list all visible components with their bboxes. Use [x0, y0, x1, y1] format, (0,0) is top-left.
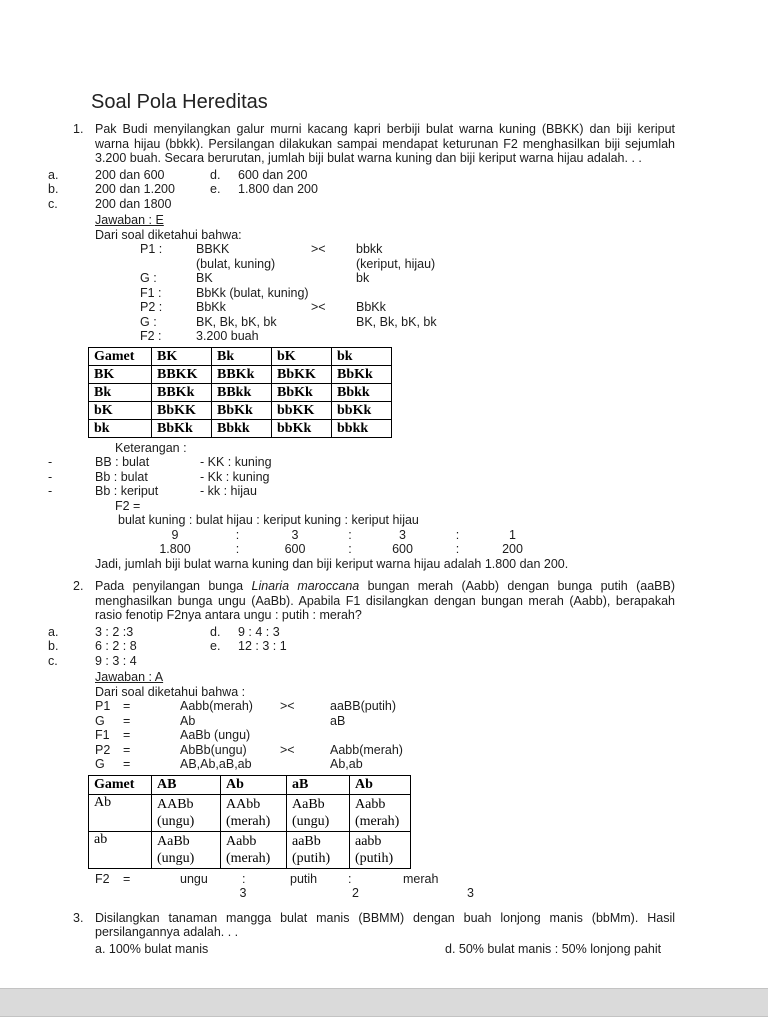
option-text: 9 : 3 : 4: [95, 653, 137, 668]
genotype-cell: BBKK: [152, 365, 212, 383]
gamete-cell: ab: [89, 831, 152, 868]
option-letter: b.: [48, 182, 59, 196]
table-header-cell: Gamet: [89, 347, 152, 365]
ratio-colon: :: [348, 542, 352, 556]
ratio-colon: :: [242, 871, 246, 886]
phenotype: (merah): [226, 850, 271, 866]
ratio-colon: :: [235, 542, 240, 556]
q2-f2-row: [95, 872, 698, 887]
phenotype-name: ungu: [180, 871, 208, 886]
q2-f2-numbers: [188, 886, 698, 901]
ratio-colon: :: [235, 527, 240, 542]
option-text: 200 dan 1.200: [95, 182, 175, 196]
cross-right: BK, Bk, bK, bk: [356, 314, 437, 329]
keterangan-item: Bb : keriput: [95, 484, 159, 498]
cross-row: [140, 271, 698, 286]
cross-symbol: [311, 315, 356, 330]
table-header-row: [89, 775, 411, 794]
q1-option-row: [48, 168, 698, 183]
dash: -: [48, 484, 53, 498]
table-header-cell: AB: [152, 775, 221, 794]
option-letter: [210, 197, 238, 212]
ratio-value: 1.800: [159, 542, 191, 556]
keterangan-item: - kk : hijau: [200, 484, 257, 498]
phenotype: (ungu): [292, 813, 330, 829]
genotype-cell: [221, 794, 287, 831]
genotype-cell: [287, 831, 350, 868]
q1-text: Pak Budi menyilangkan galur murni kacang kapri berbiji bulat warna kuning (BBKK) dan biji keriput warna hijau (bbkk). Persilangan dilakukan sampai mendapat keturunan F2 menghasilkan biji sejumlah 3.200 buah. Secara berurutan, jumlah biji bulat warna kuning dan biji keriput warna hijau adalah. . .: [95, 122, 675, 165]
cross-right: Aabb(merah): [330, 742, 403, 757]
cross-symbol: ><: [311, 242, 326, 256]
cross-label: P1: [95, 699, 111, 713]
table-header-cell: aB: [287, 775, 350, 794]
option-text: a. 100% bulat manis: [95, 941, 209, 956]
q2-answer: Jawaban : A: [95, 670, 164, 684]
ratio-value: 3: [239, 886, 247, 900]
cross-left: Ab: [180, 713, 196, 728]
genotype: aabb: [355, 833, 382, 849]
genotype-cell: [287, 794, 350, 831]
option-letter: c.: [48, 653, 58, 668]
option-text: d. 50% bulat manis : 50% lonjong pahit: [445, 941, 662, 956]
genotype-cell: BbKK: [272, 365, 332, 383]
q1-intro: Dari soal diketahui bahwa:: [95, 227, 242, 242]
phenotype-name: putih: [290, 871, 318, 886]
cross-symbol: [311, 286, 356, 301]
dash: -: [48, 469, 53, 484]
q1-ratio-row: [140, 528, 698, 543]
phenotype: (putih): [355, 850, 394, 866]
genotype: AAbb: [226, 796, 261, 812]
genotype-cell: BBKk: [212, 365, 272, 383]
cross-right: aB: [330, 713, 346, 728]
cross-row: [95, 728, 698, 743]
genotype-cell: bbKk: [332, 401, 392, 419]
cross-left: 3.200 buah: [196, 329, 259, 343]
phenotype: (ungu): [157, 850, 195, 866]
genotype: Aabb: [355, 796, 386, 812]
cross-row: [95, 714, 698, 729]
ratio-value: 2: [352, 886, 359, 900]
option-letter: d.: [210, 624, 221, 639]
genotype-cell: BbKk: [152, 419, 212, 437]
q3-text: Disilangkan tanaman mangga bulat manis (BBMM) dengan buah lonjong manis (bbMm). Hasil persilangannya adalah. . .: [95, 910, 675, 939]
cross-symbol: ><: [280, 699, 295, 713]
option-letter: b.: [48, 639, 59, 653]
cross-right: bbkk: [356, 242, 383, 256]
keterangan-row: [48, 455, 698, 470]
equals-sign: =: [123, 871, 131, 886]
q1-number: 1.: [73, 122, 84, 136]
q2-cross-work: [48, 699, 698, 772]
genotype-cell: bbkk: [332, 419, 392, 437]
gamete-cell: Bk: [89, 383, 152, 401]
cross-symbol: [311, 329, 356, 344]
q1-cross-work: [48, 242, 698, 344]
cross-label: F1: [95, 728, 110, 742]
table-row: [89, 419, 392, 437]
q1-f2-label: F2 =: [115, 498, 141, 513]
cross-label: P2 :: [140, 300, 163, 314]
genotype-cell: [350, 794, 411, 831]
q2-option-row: [48, 625, 698, 640]
table-row: [89, 365, 392, 383]
page-title: Soal Pola Hereditas: [91, 91, 268, 113]
cross-symbol: ><: [280, 742, 295, 757]
equals-sign: =: [123, 713, 131, 728]
cross-left: AaBb (ungu): [180, 728, 251, 742]
cross-row: [95, 699, 698, 714]
q3-number: 3.: [73, 910, 84, 925]
table-header-cell: bk: [332, 347, 392, 365]
q2-text-post: bungan merah (Aabb) dengan bunga putih (aaBB) menghasilkan bunga ungu (AaBb). Apabila F1 disilangkan dengan bungan merah (Aabb), berapakah rasio fenotip F2nya antara ungu : putih : merah?: [95, 579, 675, 622]
cross-right: [356, 286, 698, 301]
genotype: aaBb: [292, 833, 321, 849]
phenotype: (merah): [226, 813, 271, 829]
cross-symbol: [311, 271, 356, 286]
option-text: 12 : 3 : 1: [238, 639, 287, 653]
option-letter: [210, 654, 238, 669]
gamete-cell: bK: [89, 401, 152, 419]
genotype-cell: BbKK: [152, 401, 212, 419]
ratio-value: 3: [399, 527, 406, 542]
genotype: AaBb: [292, 796, 325, 812]
genotype-cell: Bbkk: [212, 419, 272, 437]
phenotype: (putih): [292, 850, 331, 866]
option-text: 9 : 4 : 3: [238, 624, 280, 639]
option-letter: e.: [210, 182, 221, 196]
genotype-cell: bbKk: [272, 419, 332, 437]
genotype: Aabb: [226, 833, 257, 849]
q1-option-row: [48, 197, 698, 212]
keterangan-row: [48, 484, 698, 499]
phenotype: (merah): [355, 813, 400, 829]
genotype-cell: BBKk: [152, 383, 212, 401]
cross-left: BbKk: [196, 300, 226, 314]
q2-option-row: [48, 639, 698, 654]
q2-options: [48, 625, 698, 669]
genotype: AABb: [157, 796, 194, 812]
option-letter: d.: [210, 167, 221, 182]
equals-sign: =: [123, 742, 131, 757]
table-row: [89, 401, 392, 419]
option-text: 6 : 2 : 8: [95, 639, 137, 653]
cross-left: BK, Bk, bK, bk: [196, 314, 277, 329]
cross-label: G: [95, 757, 105, 771]
ratio-colon: :: [455, 527, 460, 542]
q2-number: 2.: [73, 579, 84, 593]
gamete-cell: BK: [89, 365, 152, 383]
option-text: 600 dan 200: [238, 167, 308, 182]
q1-ratio-title: bulat kuning : bulat hijau : keriput kuning : keriput hijau: [118, 513, 419, 527]
genotype-cell: BbKk: [212, 401, 272, 419]
ratio-value: 200: [502, 542, 523, 556]
q2-text-italic: Linaria maroccana: [251, 579, 360, 593]
cross-right: aaBB(putih): [330, 699, 397, 713]
q2-intro: Dari soal diketahui bahwa :: [95, 684, 246, 699]
table-header-row: [89, 347, 392, 365]
table-header-cell: Gamet: [89, 775, 152, 794]
table-header-cell: Ab: [350, 775, 411, 794]
cross-left: BK: [196, 271, 213, 285]
ratio-value: 3: [291, 527, 299, 542]
cross-right: bk: [356, 271, 370, 285]
cross-symbol: [280, 757, 330, 772]
cross-row: [95, 743, 698, 758]
option-text: 200 dan 1800: [95, 196, 172, 211]
cross-label: F2 :: [140, 329, 162, 343]
q1-ratio-row: [140, 542, 698, 557]
table-row: [89, 831, 411, 868]
keterangan-item: - KK : kuning: [200, 455, 272, 469]
genotype-cell: BBkk: [212, 383, 272, 401]
cross-label: G: [95, 713, 105, 728]
table-header-cell: Bk: [212, 347, 272, 365]
q1-conclusion: Jadi, jumlah biji bulat warna kuning dan biji keriput warna hijau adalah 1.800 dan 200.: [95, 556, 569, 571]
cross-symbol: [280, 728, 330, 743]
ratio-value: 9: [171, 527, 179, 542]
genotype-cell: BbKk: [272, 383, 332, 401]
phenotype: (ungu): [157, 813, 195, 829]
option-text: 200 dan 600: [95, 167, 165, 182]
dash: -: [48, 455, 53, 469]
cross-right: (keriput, hijau): [356, 256, 436, 271]
keterangan-list: [48, 455, 698, 499]
cross-label: P2: [95, 742, 111, 757]
ratio-colon: :: [348, 527, 352, 542]
table-row: [89, 383, 392, 401]
cross-symbol: ><: [311, 300, 326, 314]
q2-text-pre: Pada penyilangan bunga: [95, 579, 252, 593]
table-header-cell: BK: [152, 347, 212, 365]
genotype: AaBb: [157, 833, 190, 849]
cross-left: Aabb(merah): [180, 699, 253, 713]
cross-right: Ab,ab: [330, 757, 363, 771]
q2-text: [95, 579, 675, 623]
genotype-cell: [152, 794, 221, 831]
q1-answer: Jawaban : E: [95, 213, 164, 227]
option-letter: c.: [48, 196, 58, 211]
cross-left: (bulat, kuning): [196, 256, 276, 271]
cross-label: G :: [140, 271, 157, 285]
option-text: 3 : 2 :3: [95, 624, 134, 639]
table-header-cell: Ab: [221, 775, 287, 794]
option-letter: e.: [210, 639, 221, 653]
keterangan-row: [48, 470, 698, 485]
cross-right: [356, 329, 698, 344]
cross-label: F2: [95, 871, 110, 886]
option-letter: a.: [48, 167, 59, 182]
cross-symbol: [280, 714, 330, 729]
q3-options: [95, 942, 698, 957]
keterangan-item: - Kk : kuning: [200, 469, 270, 484]
equals-sign: =: [123, 757, 131, 771]
cross-left: AbBb(ungu): [180, 742, 247, 757]
equals-sign: =: [123, 699, 131, 713]
cross-label: G :: [140, 314, 157, 329]
question-1: [73, 122, 698, 166]
ratio-colon: :: [455, 542, 460, 556]
cross-row: [140, 257, 698, 272]
genotype-cell: Bbkk: [332, 383, 392, 401]
cross-left: BbKk (bulat, kuning): [196, 285, 309, 300]
keterangan-item: BB : bulat: [95, 455, 150, 469]
cross-label: P1 :: [140, 242, 163, 256]
genotype-cell: [350, 831, 411, 868]
option-letter: a.: [48, 624, 59, 639]
option-text: 1.800 dan 200: [238, 182, 318, 196]
cross-row: [140, 315, 698, 330]
q1-option-row: [48, 182, 698, 197]
cross-label: [140, 257, 196, 272]
cross-symbol: [311, 257, 356, 272]
page-separator: [0, 988, 768, 1017]
genotype-cell: [221, 831, 287, 868]
cross-label: F1 :: [140, 285, 162, 300]
cross-right: [330, 728, 698, 743]
cross-left: AB,Ab,aB,ab: [180, 757, 252, 771]
genotype-cell: bbKK: [272, 401, 332, 419]
cross-left: BBKK: [196, 242, 230, 256]
q2-option-row: [48, 654, 698, 669]
table-header-cell: bK: [272, 347, 332, 365]
genotype-cell: [152, 831, 221, 868]
punnett-table-q1: [88, 347, 392, 438]
gamete-cell: bk: [89, 419, 152, 437]
question-2: [73, 579, 698, 623]
ratio-value: 600: [284, 542, 306, 556]
keterangan-item: Bb : bulat: [95, 469, 148, 484]
cross-row: [95, 757, 698, 772]
punnett-table-q2: [88, 775, 411, 869]
question-3: [73, 911, 698, 940]
cross-row: [140, 286, 698, 301]
genotype-cell: BbKk: [332, 365, 392, 383]
cross-row: [140, 329, 698, 344]
cross-right: BbKk: [356, 300, 386, 314]
table-row: [89, 794, 411, 831]
gamete-cell: Ab: [89, 794, 152, 831]
q1-options: [48, 168, 698, 212]
cross-row: [140, 242, 698, 257]
ratio-colon: :: [348, 871, 352, 886]
phenotype-name: merah: [403, 871, 439, 886]
ratio-value: 1: [509, 527, 516, 542]
ratio-value: 600: [392, 542, 413, 556]
keterangan-title: Keterangan :: [115, 440, 187, 455]
equals-sign: =: [123, 728, 131, 742]
ratio-value: 3: [467, 886, 474, 900]
cross-row: [140, 300, 698, 315]
